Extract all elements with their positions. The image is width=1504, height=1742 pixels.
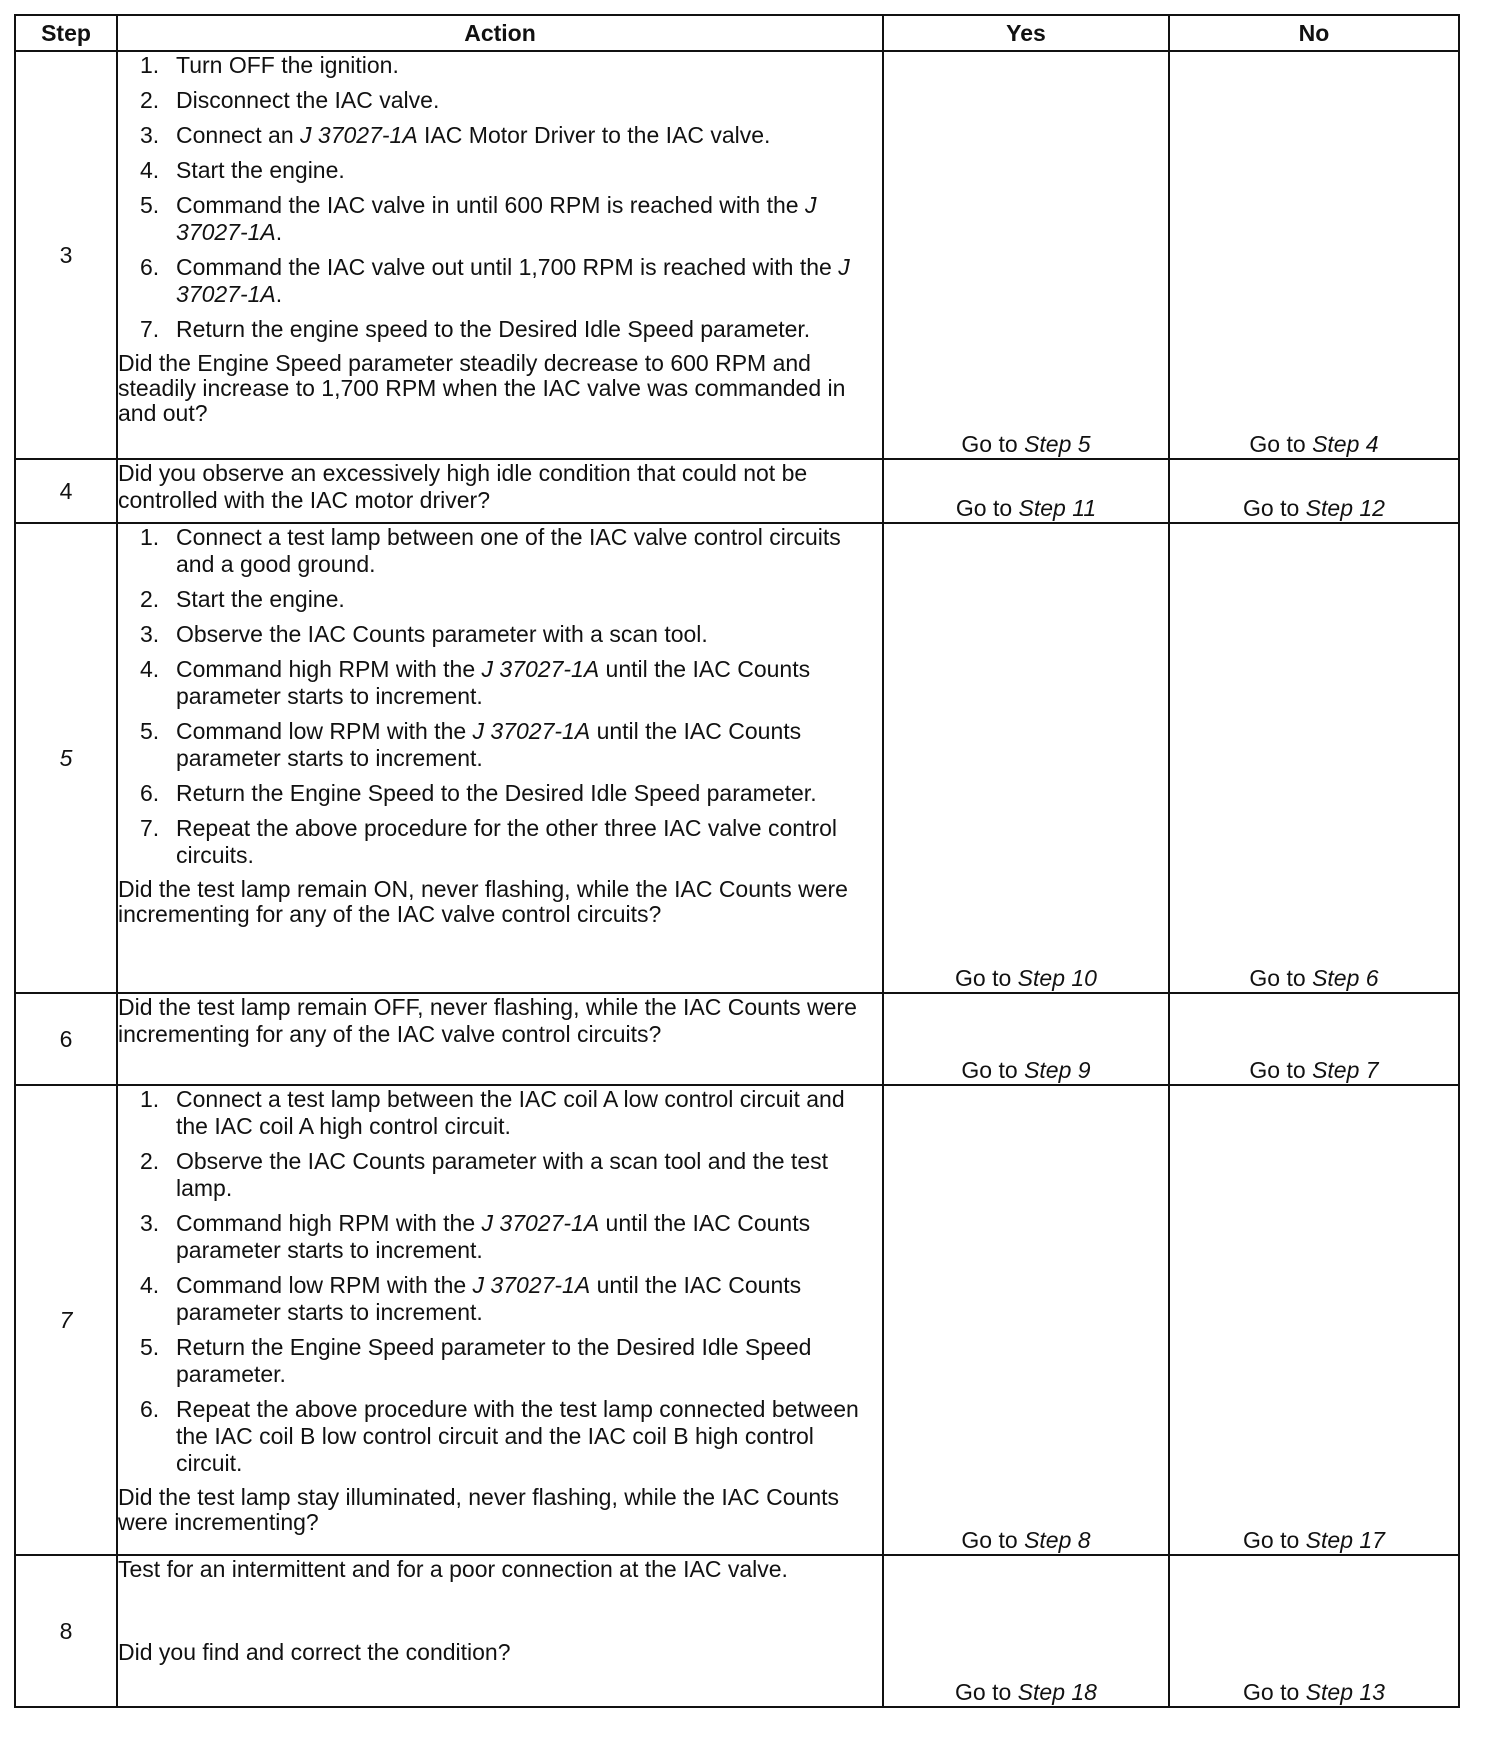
action-cell: [117, 523, 883, 993]
tool-reference: J 37027-1A: [300, 122, 418, 148]
action-cell: [117, 459, 883, 523]
substep-text: IAC Motor Driver to the IAC valve.: [417, 122, 771, 148]
action-question: Did the test lamp remain OFF, never flashing, while the IAC Counts were incrementing for any of the IAC valve control circuits?: [118, 994, 857, 1047]
yes-step-link[interactable]: Step 8: [1024, 1527, 1091, 1553]
action-question: Did the test lamp stay illuminated, never flashing, while the IAC Counts were incrementing?: [118, 1484, 840, 1535]
substep-number: 3.: [140, 1210, 160, 1236]
substep-text: Command the IAC valve out until 1,700 RPM is reached with the: [176, 254, 839, 280]
action-substep: [118, 1210, 882, 1264]
no-cell: [1169, 51, 1459, 459]
action-substep: [118, 815, 882, 869]
no-cell: [1169, 1085, 1459, 1555]
yes-cell: [883, 1085, 1169, 1555]
table-row: [15, 523, 1459, 993]
no-step-link[interactable]: Step 13: [1305, 1679, 1385, 1705]
substep-number: 7.: [140, 316, 160, 342]
yes-step-link[interactable]: Step 5: [1024, 431, 1091, 457]
substep-number: 1.: [140, 1086, 160, 1112]
no-step-link[interactable]: Step 7: [1312, 1057, 1379, 1083]
tool-reference: J 37027-1A: [472, 1272, 591, 1298]
no-prefix: Go to: [1243, 1679, 1300, 1705]
substep-number: 1.: [140, 52, 160, 78]
yes-prefix: Go to: [961, 1057, 1018, 1083]
substep-text: Return the Engine Speed parameter to the Desired Idle Speed parameter.: [176, 1334, 812, 1387]
tool-reference: J 37027-1A: [472, 718, 591, 744]
yes-cell: [883, 459, 1169, 523]
substep-number: 2.: [140, 1148, 160, 1174]
action-cell: [117, 1085, 883, 1555]
substep-number: 4.: [140, 1272, 160, 1298]
yes-step-link[interactable]: Step 9: [1024, 1057, 1091, 1083]
substep-text: Command low RPM with the: [176, 1272, 473, 1298]
no-cell: [1169, 1555, 1459, 1707]
substep-number: 6.: [140, 254, 160, 280]
substep-text: Start the engine.: [176, 586, 345, 612]
substep-number: 3.: [140, 122, 160, 148]
tool-reference: J 37027-1A: [481, 1210, 600, 1236]
substep-text: Observe the IAC Counts parameter with a scan tool and the test lamp.: [176, 1148, 829, 1201]
substep-number: 1.: [140, 524, 160, 550]
action-substep: [118, 1334, 882, 1388]
substep-text: Turn OFF the ignition.: [176, 52, 399, 78]
action-question: Did you observe an excessively high idle condition that could not be controlled with the IAC motor driver?: [118, 460, 808, 513]
table-row: [15, 51, 1459, 459]
substep-text: Return the Engine Speed to the Desired Idle Speed parameter.: [176, 780, 817, 806]
header-action: Action: [117, 15, 883, 51]
action-steps: [118, 52, 882, 343]
step-number: 5: [15, 523, 117, 993]
substep-number: 4.: [140, 656, 160, 682]
substep-text: Start the engine.: [176, 157, 345, 183]
yes-prefix: Go to: [961, 1527, 1018, 1553]
substep-text: Command high RPM with the: [176, 1210, 482, 1236]
substep-text: Connect a test lamp between the IAC coil A low control circuit and the IAC coil A high control circuit.: [176, 1086, 845, 1139]
substep-text: Command the IAC valve in until 600 RPM is reached with the: [176, 192, 805, 218]
no-step-link[interactable]: Step 4: [1312, 431, 1379, 457]
substep-number: 5.: [140, 718, 160, 744]
action-steps: [118, 524, 882, 869]
substep-number: 5.: [140, 1334, 160, 1360]
action-substep: [118, 780, 882, 807]
no-prefix: Go to: [1249, 1057, 1306, 1083]
substep-text: Connect a test lamp between one of the IAC valve control circuits and a good ground.: [176, 524, 841, 577]
substep-number: 7.: [140, 815, 160, 841]
action-substep: [118, 87, 882, 114]
tool-reference: J 37027-1A: [176, 254, 850, 307]
header-row: [15, 15, 1459, 51]
action-substep: [118, 254, 882, 308]
substep-text: Observe the IAC Counts parameter with a scan tool.: [176, 621, 708, 647]
action-question: Did the test lamp remain ON, never flashing, while the IAC Counts were incrementing for any of the IAC valve control circuits?: [118, 876, 848, 927]
action-substep: [118, 586, 882, 613]
substep-text: until the IAC Counts parameter starts to increment.: [176, 656, 811, 709]
no-step-link[interactable]: Step 17: [1305, 1527, 1385, 1553]
step-number: 6: [15, 993, 117, 1085]
yes-cell: [883, 523, 1169, 993]
substep-text: .: [275, 219, 283, 245]
substep-text: until the IAC Counts parameter starts to increment.: [176, 1272, 802, 1325]
substep-number: 2.: [140, 87, 160, 113]
yes-step-link[interactable]: Step 11: [1018, 495, 1097, 521]
action-intro: Test for an intermittent and for a poor connection at the IAC valve.: [118, 1556, 788, 1582]
action-substep: [118, 192, 882, 246]
substep-number: 5.: [140, 192, 160, 218]
action-substep: [118, 52, 882, 79]
substep-text: Command low RPM with the: [176, 718, 473, 744]
table-row: [15, 993, 1459, 1085]
action-substep: [118, 157, 882, 184]
tool-reference: J 37027-1A: [481, 656, 600, 682]
yes-cell: [883, 993, 1169, 1085]
no-prefix: Go to: [1243, 1527, 1300, 1553]
action-substep: [118, 524, 882, 578]
substep-number: 2.: [140, 586, 160, 612]
yes-cell: [883, 51, 1169, 459]
step-number: 3: [15, 51, 117, 459]
no-cell: [1169, 459, 1459, 523]
action-substep: [118, 1396, 882, 1477]
no-cell: [1169, 523, 1459, 993]
yes-step-link[interactable]: Step 10: [1017, 965, 1097, 991]
header-step: Step: [15, 15, 117, 51]
action-substep: [118, 656, 882, 710]
yes-prefix: Go to: [955, 965, 1012, 991]
diagnostic-table: [14, 14, 1460, 1708]
substep-text: Command high RPM with the: [176, 656, 482, 682]
substep-text: .: [275, 281, 283, 307]
yes-prefix: Go to: [961, 431, 1018, 457]
substep-number: 6.: [140, 780, 160, 806]
no-step-link[interactable]: Step 12: [1305, 495, 1385, 521]
action-substep: [118, 122, 882, 149]
action-question: Did you find and correct the condition?: [118, 1639, 511, 1665]
action-substep: [118, 718, 882, 772]
step-number: 4: [15, 459, 117, 523]
table-row: [15, 1555, 1459, 1707]
action-substep: [118, 1272, 882, 1326]
substep-text: Return the engine speed to the Desired Idle Speed parameter.: [176, 316, 811, 342]
substep-text: Repeat the above procedure with the test lamp connected between the IAC coil B low control circuit and the IAC coil B high control circuit.: [176, 1396, 859, 1476]
table-row: [15, 459, 1459, 523]
substep-text: Repeat the above procedure for the other three IAC valve control circuits.: [176, 815, 838, 868]
no-prefix: Go to: [1249, 965, 1306, 991]
step-number: 7: [15, 1085, 117, 1555]
yes-prefix: Go to: [955, 495, 1013, 521]
diagnostic-table-container: [14, 14, 1460, 1708]
header-yes: Yes: [883, 15, 1169, 51]
yes-step-link[interactable]: Step 18: [1017, 1679, 1097, 1705]
substep-number: 4.: [140, 157, 160, 183]
yes-cell: [883, 1555, 1169, 1707]
no-prefix: Go to: [1249, 431, 1306, 457]
substep-text: Disconnect the IAC valve.: [176, 87, 440, 113]
action-cell: [117, 993, 883, 1085]
substep-number: 3.: [140, 621, 160, 647]
action-question: Did the Engine Speed parameter steadily decrease to 600 RPM and steadily increase to 1,700 RPM when the IAC valve was commanded in and out?: [118, 350, 846, 426]
action-cell: [117, 1555, 883, 1707]
step-number: 8: [15, 1555, 117, 1707]
header-no: No: [1169, 15, 1459, 51]
substep-text: until the IAC Counts parameter starts to increment.: [176, 1210, 811, 1263]
substep-number: 6.: [140, 1396, 160, 1422]
substep-text: Connect an: [176, 122, 301, 148]
action-cell: [117, 51, 883, 459]
table-row: [15, 1085, 1459, 1555]
action-substep: [118, 1086, 882, 1140]
no-prefix: Go to: [1243, 495, 1300, 521]
no-cell: [1169, 993, 1459, 1085]
substep-text: until the IAC Counts parameter starts to increment.: [176, 718, 802, 771]
no-step-link[interactable]: Step 6: [1312, 965, 1379, 991]
action-substep: [118, 1148, 882, 1202]
action-steps: [118, 1086, 882, 1477]
tool-reference: J 37027-1A: [176, 192, 817, 245]
action-substep: [118, 316, 882, 343]
yes-prefix: Go to: [955, 1679, 1012, 1705]
action-substep: [118, 621, 882, 648]
